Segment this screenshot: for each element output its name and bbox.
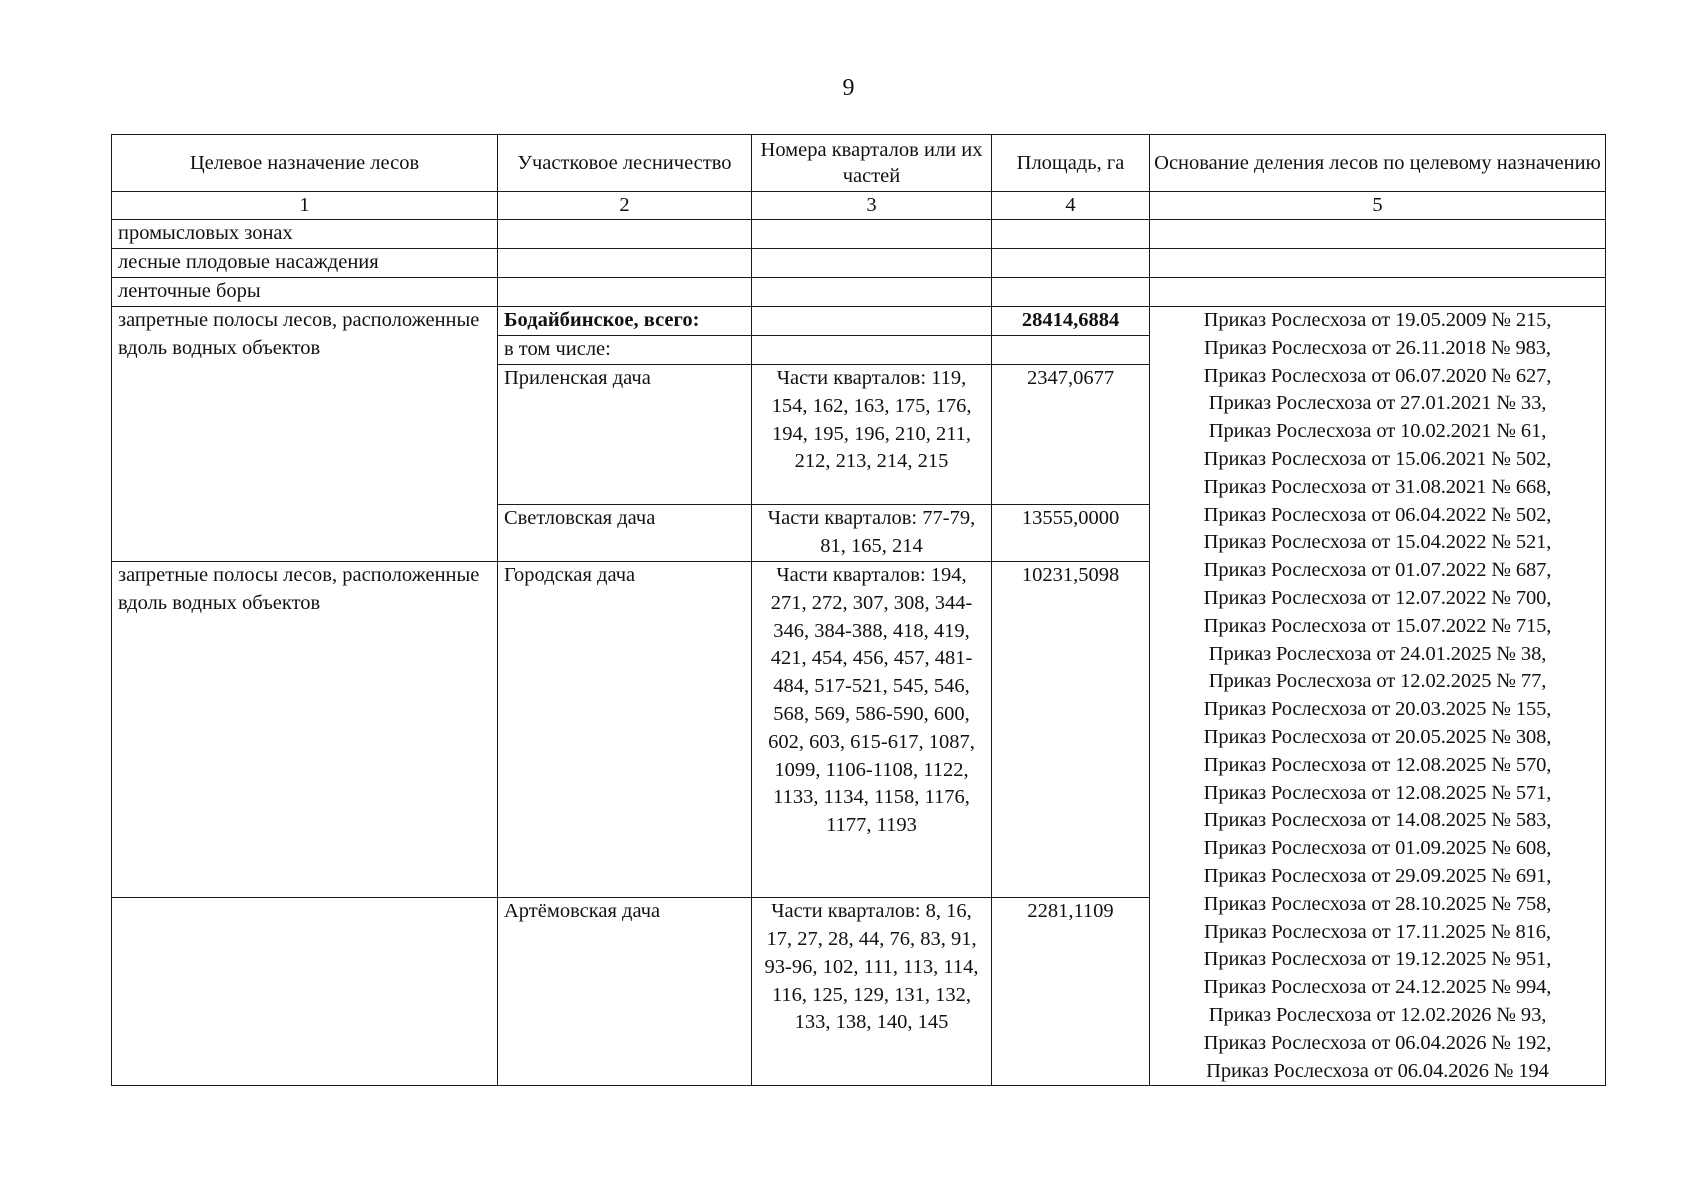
area-cell: 10231,5098 (992, 562, 1150, 898)
basis-order-line: Приказ Рослесхоза от 01.09.2025 № 608, (1203, 837, 1552, 860)
area-cell: 2347,0677 (992, 365, 1150, 505)
basis-cell (1150, 220, 1606, 249)
basis-order-line: Приказ Рослесхоза от 19.05.2009 № 215, (1203, 309, 1552, 331)
purpose-cell (112, 898, 498, 1086)
table-row (112, 307, 1606, 336)
column-number: 4 (992, 192, 1150, 220)
forestry-cell (498, 278, 752, 307)
quarters-cell (752, 249, 992, 278)
basis-order-line: Приказ Рослесхоза от 29.09.2025 № 691, (1203, 864, 1552, 887)
table-row (112, 220, 1606, 249)
column-number: 5 (1150, 192, 1606, 220)
basis-order-line: Приказ Рослесхоза от 24.01.2025 № 38, (1208, 642, 1547, 665)
header-forestry: Участковое лесничество (498, 135, 752, 192)
area-cell (992, 336, 1150, 365)
basis-cell (1150, 249, 1606, 278)
basis-order-line: Приказ Рослесхоза от 14.08.2025 № 583, (1203, 809, 1552, 832)
column-number: 3 (752, 192, 992, 220)
quarters-cell (752, 336, 992, 365)
quarters-cell: Части кварталов: 8, 16, 17, 27, 28, 44, 76, 83, 91, 93-96, 102, 111, 113, 114, 116, 125, 129, 131, 132, 133, 138, 140, 145 (752, 898, 992, 1086)
header-quarters: Номера кварталов или их частей (752, 135, 992, 192)
column-number: 1 (112, 192, 498, 220)
purpose-cell: ленточные боры (112, 278, 498, 307)
forestry-cell: Бодайбинское, всего: (498, 307, 752, 336)
table-header-row (112, 135, 1606, 192)
forestry-cell: Городская дача (498, 562, 752, 898)
basis-order-line: Приказ Рослесхоза от 06.07.2020 № 627, (1203, 364, 1552, 387)
quarters-cell: Части кварталов: 77-79, 81, 165, 214 (752, 505, 992, 562)
basis-order-line: Приказ Рослесхоза от 12.08.2025 № 570, (1203, 753, 1552, 776)
basis-order-line: Приказ Рослесхоза от 12.07.2022 № 700, (1203, 586, 1552, 609)
header-basis: Основание деления лесов по целевому назначению (1150, 135, 1606, 192)
forestry-cell: Артёмовская дача (498, 898, 752, 1086)
basis-cell (1150, 278, 1606, 307)
area-cell: 28414,6884 (992, 307, 1150, 336)
area-cell (992, 249, 1150, 278)
basis-order-line: Приказ Рослесхоза от 20.05.2025 № 308, (1203, 725, 1552, 748)
purpose-cell: промысловых зонах (112, 220, 498, 249)
basis-order-line: Приказ Рослесхоза от 06.04.2026 № 194 (1206, 1059, 1549, 1082)
page-number: 9 (842, 75, 855, 101)
basis-order-line: Приказ Рослесхоза от 12.02.2025 № 77, (1208, 670, 1547, 693)
basis-order-line: Приказ Рослесхоза от 24.12.2025 № 994, (1203, 976, 1552, 999)
basis-order-line: Приказ Рослесхоза от 20.03.2025 № 155, (1203, 698, 1552, 721)
basis-order-line: Приказ Рослесхоза от 15.06.2021 № 502, (1203, 447, 1552, 470)
quarters-cell (752, 220, 992, 249)
basis-order-line: Приказ Рослесхоза от 15.04.2022 № 521, (1203, 531, 1552, 554)
basis-cell (1150, 307, 1606, 1086)
basis-order-line: Приказ Рослесхоза от 15.07.2022 № 715, (1203, 614, 1552, 637)
purpose-cell: запретные полосы лесов, расположенные вдоль водных объектов (112, 562, 498, 898)
basis-order-line: Приказ Рослесхоза от 28.10.2025 № 758, (1203, 892, 1552, 915)
basis-order-line: Приказ Рослесхоза от 12.02.2026 № 93, (1208, 1003, 1547, 1026)
column-number-row (112, 192, 1606, 220)
area-cell (992, 278, 1150, 307)
forest-purpose-table-wrapper (111, 134, 1606, 1086)
forestry-cell (498, 249, 752, 278)
area-cell: 2281,1109 (992, 898, 1150, 1086)
table-row (112, 249, 1606, 278)
basis-order-line: Приказ Рослесхоза от 06.04.2026 № 192, (1203, 1031, 1552, 1054)
basis-order-line: Приказ Рослесхоза от 10.02.2021 № 61, (1208, 420, 1547, 443)
quarters-cell (752, 307, 992, 336)
purpose-cell: запретные полосы лесов, расположенные вдоль водных объектов (112, 307, 498, 562)
quarters-cell: Части кварталов: 119, 154, 162, 163, 175, 176, 194, 195, 196, 210, 211, 212, 213, 214, 215 (752, 365, 992, 505)
header-area: Площадь, га (992, 135, 1150, 192)
basis-order-line: Приказ Рослесхоза от 17.11.2025 № 816, (1204, 920, 1551, 943)
purpose-cell: лесные плодовые насаждения (112, 249, 498, 278)
basis-list (1152, 307, 1603, 1085)
header-purpose: Целевое назначение лесов (112, 135, 498, 192)
quarters-cell (752, 278, 992, 307)
column-number: 2 (498, 192, 752, 220)
basis-order-line: Приказ Рослесхоза от 01.07.2022 № 687, (1203, 559, 1552, 582)
area-cell (992, 220, 1150, 249)
basis-order-line: Приказ Рослесхоза от 19.12.2025 № 951, (1203, 948, 1552, 971)
basis-order-line: Приказ Рослесхоза от 12.08.2025 № 571, (1203, 781, 1552, 804)
basis-order-line: Приказ Рослесхоза от 26.11.2018 № 983, (1204, 336, 1551, 359)
quarters-cell: Части кварталов: 194, 271, 272, 307, 308, 344-346, 384-388, 418, 419, 421, 454, 456, 457, 481-484, 517-521, 545, 546, 568, 569, 586-590, 600, 602, 603, 615-617, 1087, 1099, 1106-1108, 1122, 1133, 1134, 1158, 1176, 1177, 1193 (752, 562, 992, 898)
forestry-cell: Светловская дача (498, 505, 752, 562)
basis-order-line: Приказ Рослесхоза от 06.04.2022 № 502, (1203, 503, 1552, 526)
forestry-cell: Приленская дача (498, 365, 752, 505)
forestry-cell: в том числе: (498, 336, 752, 365)
area-cell: 13555,0000 (992, 505, 1150, 562)
basis-order-line: Приказ Рослесхоза от 27.01.2021 № 33, (1208, 392, 1547, 415)
table-row (112, 278, 1606, 307)
basis-order-line: Приказ Рослесхоза от 31.08.2021 № 668, (1203, 475, 1552, 498)
forestry-cell (498, 220, 752, 249)
forest-purpose-table (111, 134, 1606, 1086)
